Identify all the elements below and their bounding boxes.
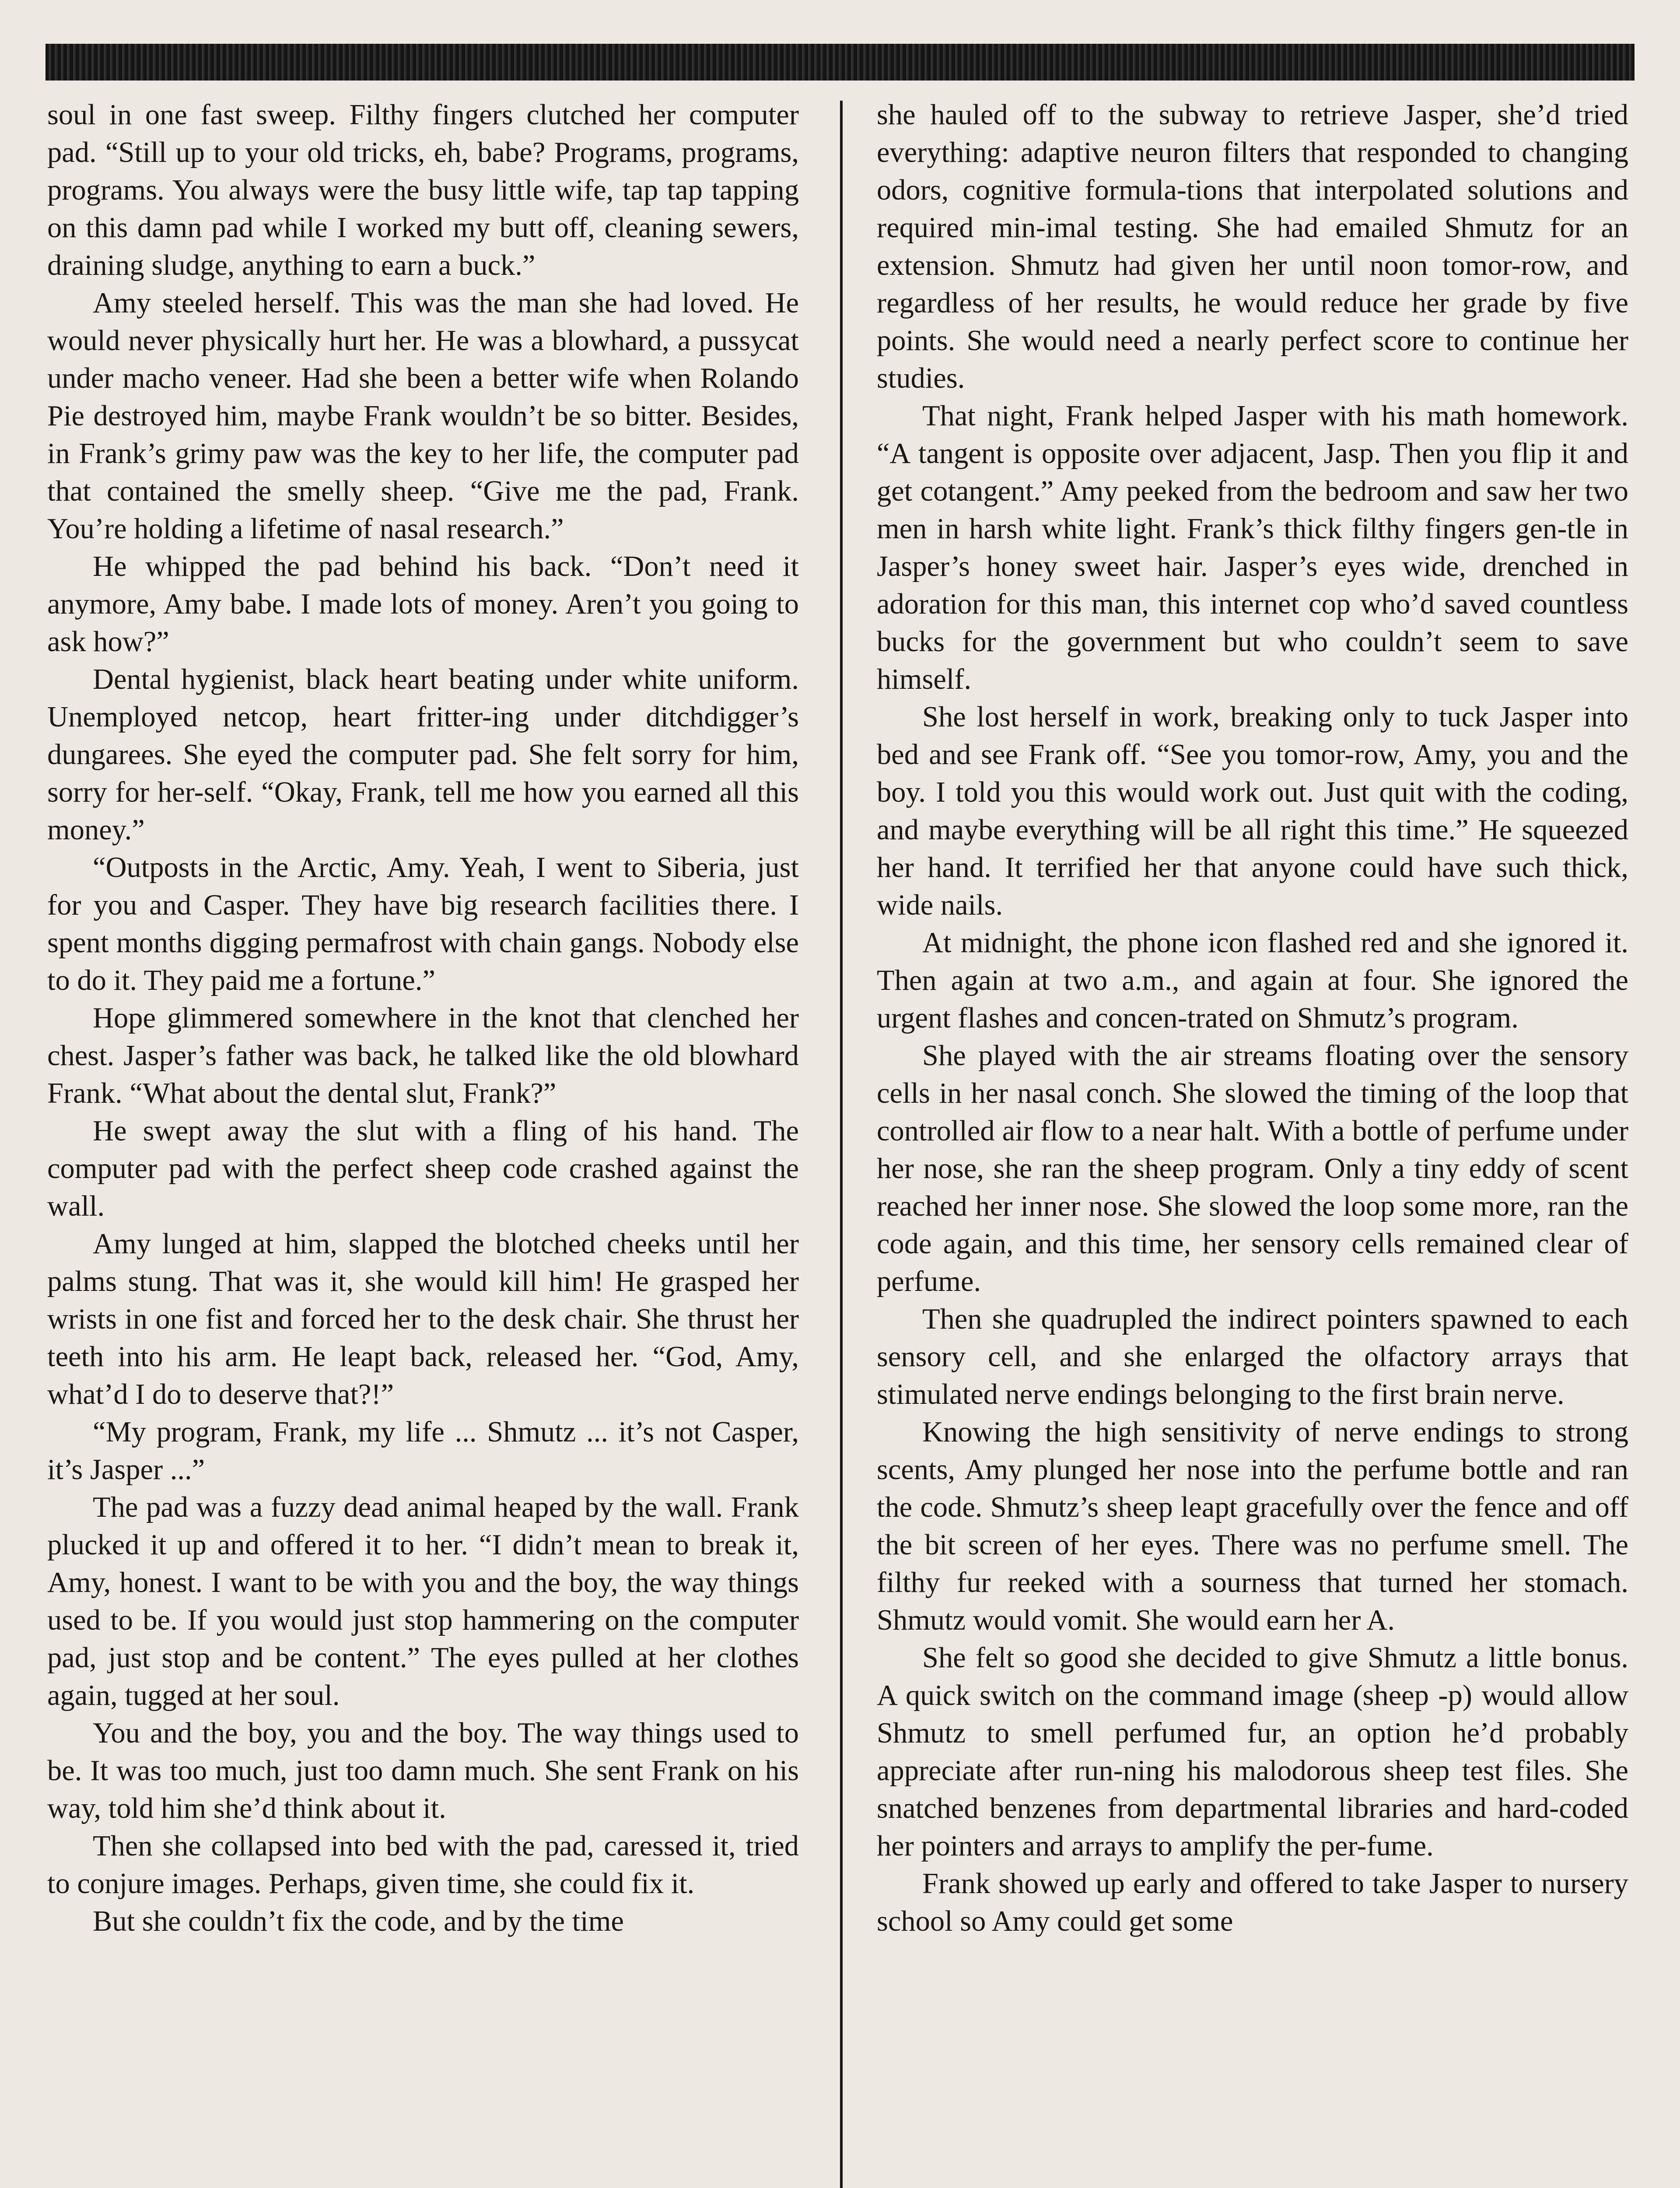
paragraph: Amy steeled herself. This was the man she had loved. He would never physically hurt her. He was a blowhard, a pussycat under macho veneer. Had she been a better wife when Rolando Pie destroyed him, maybe Frank wouldn’t be so bitter. Besides, in Frank’s grimy paw was the key to her life, the computer pad that contained the smelly sheep. “Give me the pad, Frank. You’re holding a lifetime of nasal research.” <box>47 287 799 545</box>
paragraph: Then she quadrupled the indirect pointers spawned to each sensory cell, and she enlarged the olfactory arrays that stimulated nerve endings belonging to the first brain nerve. <box>877 1303 1628 1410</box>
left-text-column <box>47 96 799 2188</box>
paragraph: She lost herself in work, breaking only to tuck Jasper into bed and see Frank off. “See you tomor-row, Amy, you and the boy. I told you this would work out. Just quit with the coding, and maybe everything will be all right this time.” He squeezed her hand. It terrified her that anyone could have such thick, wide nails. <box>877 701 1628 921</box>
paragraph: Dental hygienist, black heart beating under white uniform. Unemployed netcop, heart fritter-ing under ditchdigger’s dungarees. She eyed the computer pad. She felt sorry for him, sorry for her-self. “Okay, Frank, tell me how you earned all this money.” <box>47 663 799 846</box>
paragraph: That night, Frank helped Jasper with his math homework. “A tangent is opposite over adjacent, Jasp. Then you flip it and get cotangent.” Amy peeked from the bedroom and saw her two men in harsh white light. Frank’s thick filthy fingers gen-tle in Jasper’s honey sweet hair. Jasper’s eyes wide, drenched in adoration for this man, this internet cop who’d saved countless bucks for the government but who couldn’t seem to save himself. <box>877 400 1628 695</box>
paragraph: Knowing the high sensitivity of nerve endings to strong scents, Amy plunged her nose into the perfume bottle and ran the code. Shmutz’s sheep leapt gracefully over the fence and off the bit screen of her eyes. There was no perfume smell. The filthy fur reeked with a sourness that turned her stomach. Shmutz would vomit. She would earn her A. <box>877 1416 1628 1636</box>
column-divider <box>840 101 843 2188</box>
paragraph: You and the boy, you and the boy. The way things used to be. It was too much, just too damn much. She sent Frank on his way, told him she’d think about it. <box>47 1717 799 1824</box>
paragraph: Hope glimmered somewhere in the knot that clenched her chest. Jasper’s father was back, he talked like the old blowhard Frank. “What about the dental slut, Frank?” <box>47 1002 799 1109</box>
paragraph: soul in one fast sweep. Filthy fingers clutched her computer pad. “Still up to your old tricks, eh, babe? Programs, programs, programs. You always were the busy little wife, tap tap tapping on this damn pad while I worked my butt off, cleaning sewers, draining sludge, anything to earn a buck.” <box>47 99 799 281</box>
right-text-column <box>877 96 1628 2188</box>
paragraph: “Outposts in the Arctic, Amy. Yeah, I went to Siberia, just for you and Casper. They have big research facilities there. I spent months digging permafrost with chain gangs. Nobody else to do it. They paid me a fortune.” <box>47 852 799 996</box>
paragraph: Frank showed up early and offered to take Jasper to nursery school so Amy could get some <box>877 1868 1628 1937</box>
paragraph: But she couldn’t fix the code, and by the time <box>93 1905 624 1937</box>
paragraph: She felt so good she decided to give Shmutz a little bonus. A quick switch on the command image (sheep -p) would allow Shmutz to smell perfumed fur, an option he’d probably appreciate after run-ning his malodorous sheep test files. She snatched benzenes from departmental libraries and hard-coded her pointers and arrays to amplify the per-fume. <box>877 1642 1628 1862</box>
paragraph: He whipped the pad behind his back. “Don’t need it anymore, Amy babe. I made lots of money. Aren’t you going to ask how?” <box>47 551 799 658</box>
paragraph: The pad was a fuzzy dead animal heaped by the wall. Frank plucked it up and offered it to her. “I didn’t mean to break it, Amy, honest. I want to be with you and the boy, the way things used to be. If you would just stop hammering on the computer pad, just stop and be content.” The eyes pulled at her clothes again, tugged at her soul. <box>47 1491 799 1711</box>
paragraph: He swept away the slut with a fling of his hand. The computer pad with the perfect sheep code crashed against the wall. <box>47 1115 799 1222</box>
paragraph: “My program, Frank, my life ... Shmutz ... it’s not Casper, it’s Jasper ...” <box>47 1416 799 1486</box>
header-bar <box>46 44 1634 81</box>
paragraph: She played with the air streams floating over the sensory cells in her nasal conch. She slowed the timing of the loop that controlled air flow to a near halt. With a bottle of perfume under her nose, she ran the sheep program. Only a tiny eddy of scent reached her inner nose. She slowed the loop some more, ran the code again, and this time, her sensory cells remained clear of perfume. <box>877 1040 1628 1297</box>
paragraph: Then she collapsed into bed with the pad, caressed it, tried to conjure images. Perhaps, given time, she could fix it. <box>47 1830 799 1900</box>
paragraph: At midnight, the phone icon flashed red and she ignored it. Then again at two a.m., and again at four. She ignored the urgent flashes and concen-trated on Shmutz’s program. <box>877 927 1628 1034</box>
paragraph: she hauled off to the subway to retrieve Jasper, she’d tried everything: adaptive neuron filters that responded to changing odors, cognitive formula-tions that interpolated solutions and required min-imal testing. She had emailed Shmutz for an extension. Shmutz had given her until noon tomor-row, and regardless of her results, he would reduce her grade by five points. She would need a nearly perfect score to continue her studies. <box>877 99 1628 394</box>
paragraph: Amy lunged at him, slapped the blotched cheeks until her palms stung. That was it, she would kill him! He grasped her wrists in one fist and forced her to the desk chair. She thrust her teeth into his arm. He leapt back, released her. “God, Amy, what’d I do to deserve that?!” <box>47 1228 799 1410</box>
